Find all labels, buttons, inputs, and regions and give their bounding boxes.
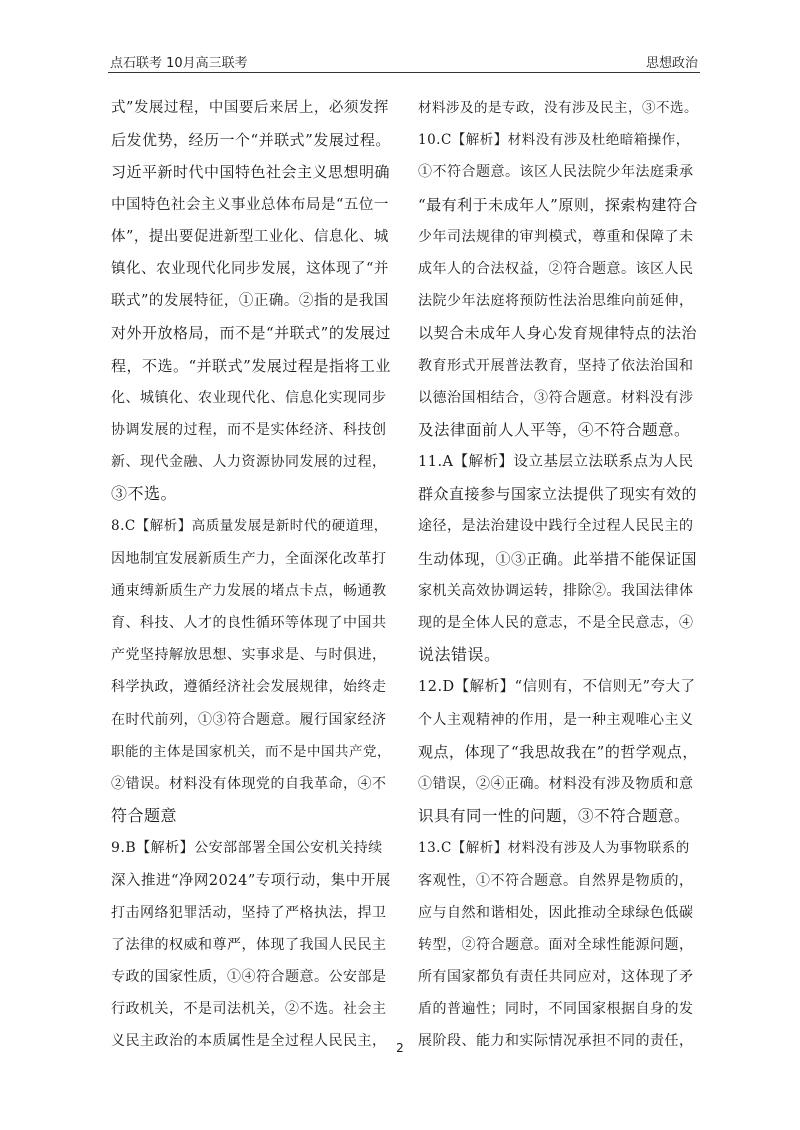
text-line: 打击网络犯罪活动，坚持了严格执法，捍卫 xyxy=(111,904,387,921)
text-line: 通束缚新质生产力发展的堵点卡点，畅通教 xyxy=(111,582,387,599)
text-line: 转型，②符合题意。面对全球性能源问题， xyxy=(418,936,694,953)
text-line: 成年人的合法权益，②符合题意。该区人民 xyxy=(418,260,694,277)
page-header xyxy=(108,52,700,74)
text-line: 产党坚持解放思想、实事求是、与时俱进， xyxy=(111,647,387,664)
text-line: 在时代前列，①③符合题意。履行国家经济 xyxy=(111,711,387,728)
text-line: 识具有同一性的问题，③不符合题意。 xyxy=(418,807,691,826)
text-line: 行政机关，不是司法机关，②不选。社会主 xyxy=(111,1001,387,1018)
text-line: 符合题意 xyxy=(111,806,178,826)
text-line: 习近平新时代中国特色社会主义思想明确 xyxy=(111,163,391,182)
header-divider xyxy=(108,72,700,73)
text-line: 义民主政治的本质属性是全过程人民民主， xyxy=(111,1033,387,1050)
text-line: ①错误，②④正确。材料没有涉及物质和意 xyxy=(418,775,694,792)
right-text-column xyxy=(418,92,698,1058)
text-line: 新、现代金融、人力资源协同发展的过程， xyxy=(111,454,387,471)
text-line: 途径，是法治建设中践行全过程人民民主的 xyxy=(418,518,694,535)
text-line: 盾的普遍性；同时，不同国家根据自身的发 xyxy=(418,1001,694,1018)
text-line: 因地制宜发展新质生产力，全面深化改革打 xyxy=(111,550,387,567)
text-line: 应与自然和谐相处，因此推动全球绿色低碳 xyxy=(418,904,694,921)
text-line: 育、科技、人才的良性循环等体现了中国共 xyxy=(111,615,387,631)
text-line: 家机关高效协调运转，排除②。我国法律体 xyxy=(418,582,694,599)
text-line: 深入推进“净网2024”专项行动，集中开展 xyxy=(111,872,391,889)
text-line: 客观性，①不符合题意。自然界是物质的， xyxy=(418,872,694,889)
text-line: 10.C【解析】材料没有涉及杜绝暗箱操作， xyxy=(418,132,690,149)
text-line: 对外开放格局，而不是“并联式”的发展过 xyxy=(111,324,391,343)
exam-title: 点石联考 10月高三联考 xyxy=(110,56,248,71)
text-line: ①不符合题意。该区人民法院少年法庭秉承 xyxy=(418,164,694,181)
text-line: 教育形式开展普法教育，坚持了依法治国和 xyxy=(418,357,694,374)
text-line: 个人主观精神的作用，是一种主观唯心主义 xyxy=(418,711,694,728)
text-line: 说法错误。 xyxy=(418,645,501,665)
text-line: 后发优势，经历一个“并联式”发展过程。 xyxy=(111,131,391,150)
text-line: ③不选。 xyxy=(111,484,178,504)
text-line: 生动体现，①③正确。此举措不能保证国 xyxy=(418,549,698,568)
page-number: 2 xyxy=(396,1041,404,1055)
text-line: 程，不选。“并联式”发展过程是指将工业 xyxy=(111,356,391,375)
text-line: 以德治国相结合，③符合题意。材料没有涉 xyxy=(418,389,694,406)
text-line: ②错误。材料没有体现党的自我革命，④不 xyxy=(111,775,387,792)
text-line: 中国特色社会主义事业总体布局是“五位一 xyxy=(111,196,389,213)
text-line: 材料涉及的是专政，没有涉及民主，③不选。 xyxy=(418,100,698,116)
left-text-column xyxy=(111,92,391,1058)
text-line: 式”发展过程，中国要后来居上，必须发挥 xyxy=(111,100,389,116)
text-line: 及法律面前人人平等，④不符合题意。 xyxy=(418,420,691,439)
text-line: 11.A【解析】设立基层立法联系点为人民 xyxy=(418,454,694,471)
text-line: 联式”的发展特征，①正确。②指的是我国 xyxy=(111,293,389,310)
text-line: 群众直接参与国家立法提供了现实有效的 xyxy=(418,485,698,504)
text-line: 现的是全体人民的意志，不是全民意志，④ xyxy=(418,615,694,631)
text-line: 少年司法规律的审判模式，尊重和保障了未 xyxy=(418,228,694,245)
text-line: 8.C【解析】高质量发展是新时代的硬道理， xyxy=(111,518,388,535)
text-line: “最有利于未成年人”原则，探索构建符合 xyxy=(418,195,698,214)
text-line: 9.B【解析】公安部部署全国公安机关持续 xyxy=(111,840,383,857)
subject-title: 思想政治 xyxy=(645,56,698,71)
text-line: 体”，提出要促进新型工业化、信息化、城 xyxy=(111,228,389,245)
text-line: 了法律的权威和尊严，体现了我国人民民主 xyxy=(111,936,387,953)
text-line: 13.C【解析】材料没有涉及人为事物联系的 xyxy=(418,840,690,857)
text-line: 法院少年法庭将预防性法治思维向前延伸， xyxy=(418,293,694,310)
text-line: 协调发展的过程，而不是实体经济、科技创 xyxy=(111,421,387,438)
text-line: 化、城镇化、农业现代化、信息化实现同步 xyxy=(111,389,387,406)
text-line: 12.D【解析】“信则有，不信则无”夸大了 xyxy=(418,679,696,696)
text-line: 专政的国家性质，①④符合题意。公安部是 xyxy=(111,969,387,986)
text-line: 观点，体现了“我思故我在”的哲学观点， xyxy=(418,742,698,761)
text-line: 所有国家都负有责任共同应对，这体现了矛 xyxy=(418,969,694,986)
text-line: 科学执政，遵循经济社会发展规律，始终走 xyxy=(111,679,387,696)
text-line: 镇化、农业现代化同步发展，这体现了“并 xyxy=(111,260,389,277)
text-line: 职能的主体是国家机关，而不是中国共产党， xyxy=(111,743,391,760)
text-line: 展阶段、能力和实际情况承担不同的责任， xyxy=(418,1033,694,1050)
text-line: 以契合未成年人身心发育规律特点的法治 xyxy=(418,324,698,343)
